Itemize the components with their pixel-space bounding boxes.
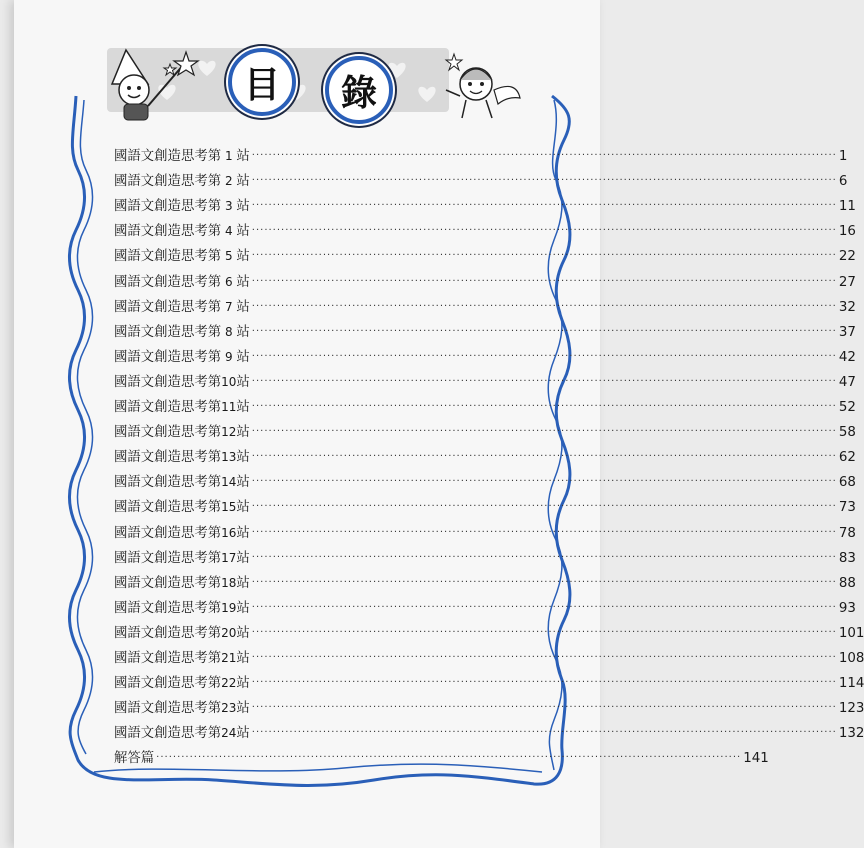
toc-entry-number: 1: [221, 149, 237, 164]
toc-entry-suffix: 站: [236, 701, 250, 717]
toc-entry-number: 23: [221, 701, 237, 716]
toc-entry-number: 22: [221, 676, 237, 691]
toc-entry-label: 國語文創造思考第: [114, 299, 222, 315]
toc-entry-page: 11: [838, 199, 856, 215]
toc-entry-page: 58: [838, 425, 856, 441]
toc-leader-dots: ············································································································································: [251, 275, 837, 287]
toc-leader-dots: ············································································································································: [156, 752, 742, 764]
toc-entry-page: 93: [838, 600, 856, 616]
toc-entry-suffix: 站: [236, 475, 250, 491]
toc-entry: [114, 616, 864, 641]
toc-entry-title: [114, 647, 250, 666]
toc-entry-page: 132: [838, 726, 864, 742]
toc-leader-dots: ············································································································································: [251, 300, 837, 312]
toc-entry: [114, 390, 856, 416]
toc-entry-number: 6: [221, 274, 237, 289]
toc-entry-page: 78: [838, 525, 856, 541]
toc-entry: [114, 541, 856, 566]
toc-entry-label: 國語文創造思考第: [114, 174, 222, 190]
toc-entry-label: 國語文創造思考第: [114, 450, 222, 466]
toc-entry: [114, 415, 856, 441]
toc-leader-dots: ············································································································································: [251, 175, 837, 187]
toc-entry-label: 國語文創造思考第: [114, 676, 222, 692]
toc-entry-page: 123: [838, 701, 864, 717]
toc-entry-title: [114, 145, 250, 164]
toc-entry-title: [114, 396, 250, 415]
toc-entry: [114, 566, 856, 591]
toc-entry-number: 7: [221, 299, 237, 314]
toc-entry-number: 14: [221, 475, 237, 490]
toc-entry-suffix: 站: [236, 425, 250, 441]
toc-entry-title: [114, 170, 250, 189]
toc-entry: [114, 591, 856, 616]
toc-entry-title: [114, 496, 250, 515]
toc-entry-title: [114, 471, 250, 490]
toc-entry-suffix: 站: [236, 374, 250, 390]
toc-leader-dots: ············································································································································: [251, 150, 837, 162]
toc-entry-page: 101: [838, 625, 864, 641]
toc-leader-dots: ············································································································································: [251, 677, 837, 689]
toc-entry-page: 27: [838, 274, 856, 290]
toc-entry-label: 國語文創造思考第: [114, 525, 222, 541]
toc-entry-title: [114, 722, 250, 741]
toc-entry-label: 國語文創造思考第: [114, 600, 222, 616]
toc-entry-title: [114, 346, 250, 365]
toc-leader-dots: ············································································································································: [251, 651, 837, 663]
toc-leader-dots: ············································································································································: [251, 501, 837, 513]
toc-entry-label: 國語文創造思考第: [114, 224, 222, 240]
toc-entry-number: 4: [221, 224, 237, 239]
toc-entry-suffix: 站: [236, 600, 250, 616]
toc-entry-page: 73: [838, 500, 856, 516]
toc-entry: [114, 490, 856, 516]
toc-entry-title: [114, 747, 154, 766]
toc-leader-dots: ············································································································································: [251, 576, 837, 588]
toc-leader-dots: ············································································································································: [251, 250, 837, 262]
toc-entry-suffix: 站: [236, 299, 250, 315]
toc-entry-suffix: 站: [236, 550, 250, 566]
toc-entry: [114, 214, 856, 240]
toc-entry-title: [114, 672, 250, 691]
toc-entry: [114, 741, 769, 767]
toc-entry-page: 47: [838, 374, 856, 390]
toc-leader-dots: ············································································································································: [251, 325, 837, 337]
toc-entry-number: 8: [221, 324, 237, 339]
toc-entry-number: 20: [221, 625, 237, 640]
toc-entry-title: [114, 622, 250, 641]
toc-entry-number: 10: [221, 374, 237, 389]
toc-entry-number: 13: [221, 450, 237, 465]
toc-entry-page: 16: [838, 224, 856, 240]
toc-leader-dots: ············································································································································: [251, 526, 837, 538]
toc-leader-dots: ············································································································································: [251, 426, 837, 438]
toc-entry-suffix: 站: [236, 349, 250, 365]
toc-entry-suffix: 站: [236, 650, 250, 666]
toc-entry-label: 國語文創造思考第: [114, 425, 222, 441]
toc-entry-title: [114, 421, 250, 440]
toc-entry-page: 62: [838, 450, 856, 466]
toc-entry-suffix: 站: [236, 500, 250, 516]
toc-entry-label: 國語文創造思考第: [114, 475, 222, 491]
toc-entry-page: 141: [743, 751, 769, 767]
toc-entry-suffix: 站: [236, 249, 250, 265]
title-char-2: 錄: [325, 56, 393, 124]
toc-entry-title: [114, 296, 250, 315]
toc-entry-label: 國語文創造思考第: [114, 575, 222, 591]
toc-entry-page: 1: [838, 149, 848, 165]
toc-entry-suffix: 站: [236, 174, 250, 190]
toc-entry-suffix: 站: [236, 575, 250, 591]
toc-entry-label: 國語文創造思考第: [114, 324, 222, 340]
title-char-1: 目: [228, 48, 296, 116]
toc-entry-label: 國語文創造思考第: [114, 374, 222, 390]
toc-entry: [114, 189, 856, 215]
toc-entry-page: 88: [838, 575, 856, 591]
toc-leader-dots: ············································································································································: [251, 551, 837, 563]
toc-entry-number: 11: [221, 400, 237, 415]
document-page: [14, 0, 864, 848]
toc-entry-page: 32: [838, 299, 856, 315]
toc-leader-dots: ············································································································································: [251, 375, 837, 387]
toc-entry-suffix: 站: [236, 525, 250, 541]
toc-entry-page: 37: [838, 324, 856, 340]
toc-entry-suffix: 站: [236, 274, 250, 290]
toc-leader-dots: ············································································································································: [251, 451, 837, 463]
toc-entry-label: 國語文創造思考第: [114, 500, 222, 516]
toc-entry-title: [114, 371, 250, 390]
toc-entry-title: [114, 547, 250, 566]
toc-entry-title: [114, 245, 250, 264]
toc-entry-suffix: 站: [236, 726, 250, 742]
table-of-contents: [114, 139, 864, 767]
toc-entry-label: 國語文創造思考第: [114, 199, 222, 215]
toc-entry-suffix: 站: [236, 149, 250, 165]
toc-entry-page: 68: [838, 475, 856, 491]
toc-entry-label: 國語文創造思考第: [114, 650, 222, 666]
toc-entry-number: 5: [221, 249, 237, 264]
toc-entry-page: 114: [838, 676, 864, 692]
toc-entry: [114, 465, 856, 491]
toc-entry: [114, 340, 856, 365]
toc-entry-suffix: 站: [236, 199, 250, 215]
toc-leader-dots: ············································································································································: [251, 601, 837, 613]
toc-entry-label: 國語文創造思考第: [114, 625, 222, 641]
toc-entry-label: 國語文創造思考第: [114, 249, 222, 265]
toc-entry-number: 18: [221, 575, 237, 590]
toc-entry: [114, 666, 864, 692]
toc-leader-dots: ············································································································································: [251, 225, 837, 237]
toc-entry-title: [114, 522, 250, 541]
toc-entry-page: 52: [838, 400, 856, 416]
toc-entry-page: 6: [838, 174, 848, 190]
toc-entry-number: 9: [221, 349, 237, 364]
toc-entry-number: 21: [221, 650, 237, 665]
toc-entry-label: 國語文創造思考第: [114, 149, 222, 165]
toc-entry: [114, 716, 864, 742]
toc-entry: [114, 365, 856, 390]
toc-entry: [114, 290, 856, 315]
toc-entry-page: 42: [838, 349, 856, 365]
toc-leader-dots: ············································································································································: [251, 476, 837, 488]
toc-entry-label: 國語文創造思考第: [114, 400, 222, 416]
toc-entry-title: [114, 446, 250, 465]
toc-entry-title: [114, 220, 250, 239]
toc-entry: [114, 164, 848, 190]
toc-entry-label: 國語文創造思考第: [114, 701, 222, 717]
toc-leader-dots: ············································································································································: [251, 727, 837, 739]
toc-leader-dots: ············································································································································: [251, 350, 837, 362]
toc-entry-number: 17: [221, 550, 237, 565]
toc-entry-number: 15: [221, 500, 237, 515]
toc-entry-title: [114, 597, 250, 616]
toc-entry: [114, 315, 856, 340]
toc-entry-title: [114, 271, 250, 290]
toc-entry-suffix: 站: [236, 324, 250, 340]
toc-entry-number: 12: [221, 425, 237, 440]
toc-entry-number: 2: [221, 174, 237, 189]
toc-entry: [114, 440, 856, 466]
toc-leader-dots: ············································································································································: [251, 200, 837, 212]
toc-leader-dots: ············································································································································: [251, 702, 837, 714]
toc-entry: [114, 239, 856, 265]
wizard-mascot-icon: [104, 44, 214, 124]
toc-entry-page: 108: [838, 650, 864, 666]
toc-entry-label: 解答篇: [114, 751, 155, 767]
toc-entry-number: 24: [221, 726, 237, 741]
toc-entry-title: [114, 572, 250, 591]
toc-entry-page: 22: [838, 249, 856, 265]
toc-leader-dots: ············································································································································: [251, 401, 837, 413]
toc-entry: [114, 139, 848, 165]
toc-entry-label: 國語文創造思考第: [114, 349, 222, 365]
toc-entry-suffix: 站: [236, 676, 250, 692]
toc-leader-dots: ············································································································································: [251, 626, 837, 638]
toc-entry-suffix: 站: [236, 625, 250, 641]
toc-entry-number: 3: [221, 199, 237, 214]
toc-entry-label: 國語文創造思考第: [114, 274, 222, 290]
toc-entry-suffix: 站: [236, 224, 250, 240]
toc-entry-title: [114, 321, 250, 340]
toc-entry-label: 國語文創造思考第: [114, 726, 222, 742]
toc-entry-label: 國語文創造思考第: [114, 550, 222, 566]
toc-entry-suffix: 站: [236, 450, 250, 466]
fairy-mascot-icon: [424, 50, 524, 128]
toc-entry-title: [114, 697, 250, 716]
toc-entry-number: 16: [221, 525, 237, 540]
toc-entry: [114, 264, 856, 290]
toc-entry: [114, 515, 856, 541]
toc-entry-number: 19: [221, 600, 237, 615]
toc-entry-suffix: 站: [236, 400, 250, 416]
toc-entry-page: 83: [838, 550, 856, 566]
toc-entry-title: [114, 195, 250, 214]
toc-entry: [114, 691, 864, 717]
toc-entry: [114, 641, 864, 666]
